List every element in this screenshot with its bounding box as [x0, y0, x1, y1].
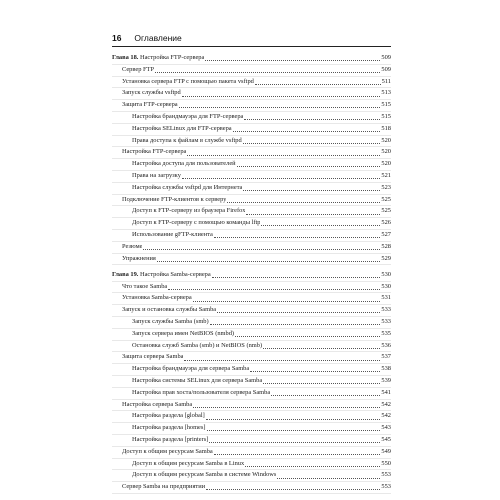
- toc-page-number: 521: [381, 171, 391, 179]
- chapter-label: Глава 19.: [112, 270, 140, 278]
- toc-page-number: 550: [381, 459, 391, 467]
- toc-entry[interactable]: [112, 470, 391, 482]
- toc-entry-title: [112, 112, 243, 123]
- dot-leader: [206, 419, 381, 420]
- dot-leader: [245, 466, 380, 467]
- toc-page-number: 533: [381, 306, 391, 314]
- toc-page-number: 520: [381, 160, 391, 168]
- dot-leader: [184, 360, 380, 361]
- toc-entry[interactable]: [112, 230, 391, 242]
- dot-leader: [214, 454, 381, 455]
- dot-leader: [205, 60, 380, 61]
- toc-page-number: 535: [381, 329, 391, 337]
- toc-entry-title: [112, 270, 211, 281]
- toc-entry-text: Доступ к FTP-серверу с помощью команды lftp: [132, 219, 261, 227]
- dot-leader: [207, 430, 381, 431]
- toc-entry-text: Защита сервера Samba: [122, 353, 184, 361]
- toc-page-number: 530: [381, 282, 391, 290]
- toc-page-number: 523: [381, 183, 391, 191]
- toc-entry-title: [112, 411, 205, 422]
- toc-page-number: 509: [381, 65, 391, 73]
- toc-page-number: 520: [381, 136, 391, 144]
- dot-leader: [243, 190, 380, 191]
- dot-leader: [193, 407, 380, 408]
- toc-entry[interactable]: [112, 329, 391, 341]
- dot-leader: [182, 178, 381, 179]
- toc-entry-text: Резюме: [122, 242, 143, 250]
- toc-entry-text: Настройка доступа для пользователей: [132, 160, 236, 168]
- header-rule: [112, 46, 391, 47]
- table-of-contents: [112, 53, 391, 494]
- toc-entry-text: Защита FTP-сервера: [122, 101, 178, 109]
- toc-entry[interactable]: [112, 136, 391, 148]
- toc-entry[interactable]: [112, 171, 391, 183]
- toc-entry-title: [112, 388, 270, 399]
- toc-entry-text: Сервер Samba на предприятии: [122, 483, 206, 491]
- dot-leader: [250, 371, 380, 372]
- toc-page-number: 531: [381, 294, 391, 302]
- toc-entry-title: [112, 242, 142, 253]
- toc-entry-title: [112, 206, 245, 217]
- toc-entry[interactable]: [112, 411, 391, 423]
- toc-entry[interactable]: [112, 159, 391, 171]
- toc-entry-title: [112, 341, 262, 352]
- dot-leader: [157, 261, 381, 262]
- toc-page-number: 536: [381, 341, 391, 349]
- toc-entry[interactable]: [112, 254, 391, 266]
- toc-page-number: 537: [381, 353, 391, 361]
- toc-entry[interactable]: [112, 282, 391, 294]
- toc-entry[interactable]: [112, 218, 391, 230]
- toc-entry-title: [112, 183, 242, 194]
- toc-entry-text: Установка Samba-сервера: [122, 294, 192, 302]
- dot-leader: [214, 237, 381, 238]
- dot-leader: [237, 166, 381, 167]
- toc-page-number: 533: [381, 318, 391, 326]
- toc-entry-text: Доступ к общим ресурсам Samba в Linux: [132, 459, 245, 467]
- toc-page-number: 526: [381, 219, 391, 227]
- toc-page-number: 520: [381, 148, 391, 156]
- running-header: [112, 30, 390, 46]
- toc-entry-title: [112, 159, 236, 170]
- toc-page-number: 545: [381, 436, 391, 443]
- toc-entry-title: [112, 364, 249, 375]
- toc-entry-title: [112, 329, 234, 340]
- toc-chapter-entry[interactable]: [112, 53, 391, 65]
- dot-leader: [168, 289, 380, 290]
- toc-entry[interactable]: [112, 206, 391, 218]
- dot-leader: [217, 312, 380, 313]
- toc-entry-title: [112, 53, 204, 64]
- toc-entry[interactable]: [112, 447, 391, 459]
- toc-page-number: 515: [381, 101, 391, 109]
- dot-leader: [227, 202, 380, 203]
- dot-leader: [261, 225, 380, 226]
- toc-entry-text: Доступ к общим ресурсам Samba в системе Windows: [132, 471, 277, 479]
- toc-entry[interactable]: [112, 376, 391, 388]
- toc-entry-title: [112, 376, 262, 387]
- toc-entry[interactable]: [112, 100, 391, 112]
- toc-entry-text: Права на загрузку: [132, 171, 181, 179]
- toc-entry[interactable]: [112, 195, 391, 207]
- dot-leader: [206, 489, 380, 490]
- toc-entry-title: [112, 88, 181, 99]
- toc-entry-title: [112, 147, 186, 158]
- toc-chapter-entry[interactable]: [112, 270, 391, 282]
- dot-leader: [193, 301, 381, 302]
- toc-page-number: 530: [381, 270, 391, 278]
- toc-entry-text: Настройка прав хоста/пользователя сервера Samba: [132, 388, 271, 396]
- toc-entry[interactable]: [112, 482, 391, 494]
- toc-page-number: 542: [381, 400, 391, 408]
- toc-page-number: 509: [381, 54, 391, 61]
- toc-page-number: 525: [381, 207, 391, 215]
- toc-entry[interactable]: [112, 317, 391, 329]
- toc-entry-text: Сервер FTP: [122, 65, 154, 73]
- dot-leader: [243, 143, 381, 144]
- dot-leader: [187, 155, 380, 156]
- toc-entry-title: [112, 65, 154, 76]
- toc-entry-title: [112, 124, 232, 135]
- dot-leader: [263, 383, 380, 384]
- toc-page-number: 529: [381, 254, 391, 262]
- toc-entry[interactable]: [112, 352, 391, 364]
- toc-entry-title: [112, 305, 216, 316]
- toc-entry-text: Настройка Samba-сервера: [139, 270, 211, 278]
- dot-leader: [143, 249, 380, 250]
- toc-entry-text: Настройка FTP-сервера: [122, 148, 187, 156]
- toc-page-number: 539: [381, 377, 391, 385]
- toc-entry-title: [112, 218, 260, 229]
- toc-entry-title: [112, 423, 206, 434]
- toc-entry-text: Доступ к FTP-серверу из браузера Firefox: [132, 207, 246, 215]
- toc-entry-text: Настройка раздела [homes]: [132, 424, 206, 432]
- toc-entry-text: Подключение FTP-клиентов к серверу: [122, 195, 227, 203]
- toc-entry[interactable]: [112, 112, 391, 124]
- toc-page-number: 538: [381, 365, 391, 373]
- toc-entry[interactable]: [112, 242, 391, 254]
- toc-entry-text: Запуск службы vsftpd: [122, 89, 181, 97]
- toc-entry-title: [112, 459, 244, 470]
- toc-entry-text: Настройка раздела [global]: [132, 412, 205, 420]
- toc-entry-text: Права доступа к файлам в службе vsftpd: [132, 136, 242, 144]
- toc-page-number: 543: [381, 424, 391, 432]
- toc-page-number: 542: [381, 412, 391, 420]
- dot-leader: [182, 96, 381, 97]
- toc-entry-text: Остановка служб Samba (smb) и NetBIOS (nmb): [132, 341, 263, 349]
- toc-entry-text: Доступ к общим ресурсам Samba: [122, 447, 213, 455]
- toc-entry-title: [112, 352, 183, 363]
- toc-entry-text: Установка сервера FTP с помощью пакета vsftpd: [122, 77, 254, 85]
- toc-entry-title: [112, 293, 192, 304]
- toc-entry-text: Настройка FTP-сервера: [139, 54, 205, 61]
- dot-leader: [246, 214, 380, 215]
- toc-entry-title: [112, 317, 209, 328]
- toc-entry-text: Настройка службы vsftpd для Интернета: [132, 183, 243, 191]
- dot-leader: [155, 72, 380, 73]
- dot-leader: [255, 84, 381, 85]
- toc-entry-title: [112, 470, 276, 481]
- dot-leader: [179, 107, 381, 108]
- dot-leader: [233, 131, 381, 132]
- toc-entry[interactable]: [112, 459, 391, 471]
- toc-entry[interactable]: [112, 341, 391, 353]
- toc-entry[interactable]: [112, 293, 391, 305]
- toc-entry[interactable]: [112, 147, 391, 159]
- toc-page-number: 549: [381, 447, 391, 455]
- toc-entry[interactable]: [112, 423, 391, 435]
- toc-entry-title: [112, 447, 213, 458]
- toc-page-number: 528: [381, 242, 391, 250]
- toc-entry-text: Запуск службы Samba (smb): [132, 318, 209, 326]
- toc-entry-title: [112, 136, 242, 147]
- toc-entry-text: Настройка системы SELinux для сервера Samba: [132, 377, 263, 385]
- toc-entry[interactable]: [112, 305, 391, 317]
- dot-leader: [212, 277, 381, 278]
- toc-entry[interactable]: [112, 364, 391, 376]
- toc-page-number: 541: [381, 388, 391, 396]
- toc-entry-text: Настройка раздела [printers]: [132, 436, 209, 443]
- toc-entry-title: [112, 282, 167, 293]
- toc-entry-text: Упражнения: [122, 254, 156, 262]
- toc-entry[interactable]: [112, 435, 391, 447]
- dot-leader: [263, 348, 380, 349]
- toc-page-number: 518: [381, 124, 391, 132]
- toc-entry[interactable]: [112, 183, 391, 195]
- toc-entry-title: [112, 230, 213, 241]
- dot-leader: [244, 119, 380, 120]
- toc-entry-title: [112, 400, 192, 411]
- toc-entry[interactable]: [112, 77, 391, 89]
- toc-entry-title: [112, 77, 254, 88]
- toc-entry-title: [112, 171, 181, 182]
- toc-page-number: 527: [381, 230, 391, 238]
- dot-leader: [277, 478, 380, 479]
- toc-entry-text: Настройка брандмауэра для FTP-сервера: [132, 112, 244, 120]
- dot-leader: [209, 442, 380, 443]
- dot-leader: [235, 336, 380, 337]
- dot-leader: [210, 324, 381, 325]
- toc-entry-title: [112, 254, 156, 265]
- toc-entry-title: [112, 435, 208, 446]
- toc-entry[interactable]: [112, 388, 391, 400]
- toc-entry-text: Настройка брандмауэра для сервера Samba: [132, 365, 250, 373]
- toc-page-number: 553: [381, 471, 391, 479]
- toc-page-number: 511: [381, 77, 391, 85]
- toc-entry-title: [112, 195, 226, 206]
- running-title: Оглавление: [134, 33, 182, 43]
- dot-leader: [271, 395, 380, 396]
- toc-entry-title: [112, 482, 205, 493]
- toc-entry[interactable]: [112, 65, 391, 77]
- toc-entry-text: Запуск сервера имен NetBIOS (nmbd): [132, 329, 235, 337]
- toc-entry[interactable]: [112, 124, 391, 136]
- chapter-label: Глава 18.: [112, 54, 140, 61]
- toc-entry[interactable]: [112, 400, 391, 412]
- toc-entry-text: Что такое Samba: [122, 282, 168, 290]
- toc-page-number: 515: [381, 112, 391, 120]
- toc-page-number: 525: [381, 195, 391, 203]
- toc-entry-text: Настройка сервера Samba: [122, 400, 193, 408]
- toc-entry[interactable]: [112, 88, 391, 100]
- page-number: 16: [112, 33, 122, 43]
- toc-entry-title: [112, 100, 178, 111]
- toc-entry-text: Использование gFTP-клиента: [132, 230, 213, 238]
- toc-entry-text: Запуск и остановка службы Samba: [122, 306, 217, 314]
- toc-page-number: 553: [381, 483, 391, 491]
- toc-page-number: 513: [381, 89, 391, 97]
- toc-entry-text: Настройка SELinux для FTP-сервера: [132, 124, 232, 132]
